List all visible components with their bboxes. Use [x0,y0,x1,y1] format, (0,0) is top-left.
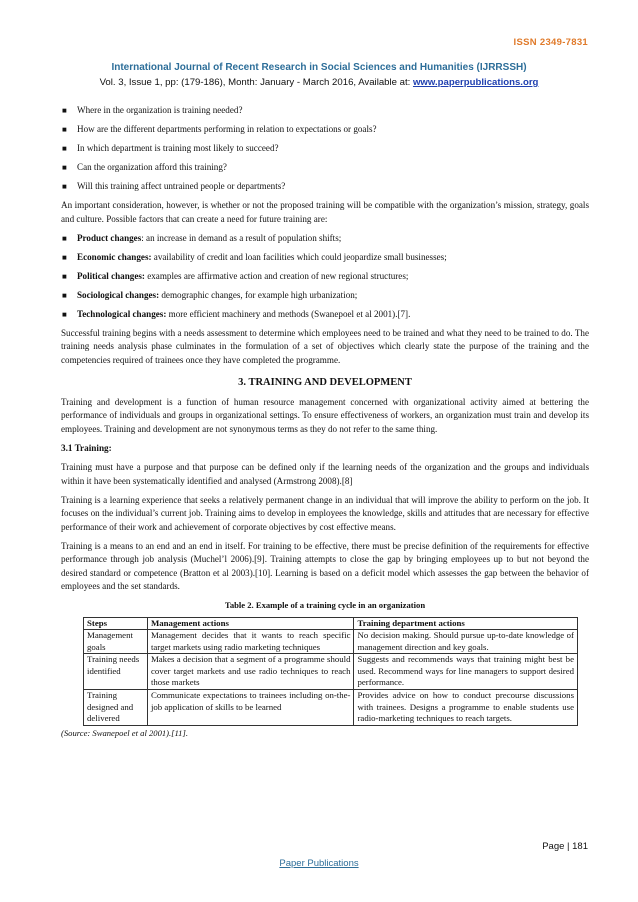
bullet-icon: ■ [62,309,67,319]
paragraph-training-3: Training is a means to an end and an end in itself. For training to be effective, there must be precise definition of the requirements for effective performance through job analysis (Muchel’l 2006).[9]. Training attempts to close the gap by bringing employees up to but not beyond the desired standard or competence (Bratton et al 2003).[10]. Learning is based on a deficit model which assesses the gap between the behavior of employees and the set standards. [61,540,589,591]
paragraph-successful: Successful training begins with a needs assessment to determine which employees need to be trained and what they need to be trained to do. The training needs analysis phase culminates in the formulation of a set of objectives which clearly state the purpose of the training and the competencies required of trainees once they have completed the programme. [61,327,589,365]
bullet-icon: ■ [62,144,67,153]
list-item: ■ Political changes: examples are affirmative action and creation of new regional structures; [61,270,589,284]
paragraph-training-1: Training must have a purpose and that purpose can be defined only if the learning needs of the organization and the groups and individuals within it have been systematically identified and analysed (Armstrong 2008).[8] [61,462,589,486]
issn-label: ISSN 2349-7831 [513,37,588,48]
subsection-title: 3.1 Training: [61,442,112,453]
bullet-icon: ■ [62,252,67,262]
paragraph-training-development: Training and development is a function of human resource management concerned with organizational activity aimed at bettering the performance of individuals and groups in organizational settings. To ensure effectiveness of workers, an organization must train and develop its employees. Training and development are not synonymous terms as they do not refer to the same thing. [61,396,589,434]
list-item: ■ How are the different departments performing in relation to expectations or goals? [61,123,589,137]
table-header-cell: Management actions [147,617,354,630]
table-header-row [84,617,578,630]
table-row [84,654,578,690]
table-header-cell: Steps [84,617,148,630]
table-cell: No decision making. Should pursue up-to-date knowledge of management direction and key goals. [354,630,578,654]
bullet-icon: ■ [62,182,67,191]
table-cell: Training needs identified [84,654,148,690]
table-caption: Table 2. Example of a training cycle in an organization [224,600,426,610]
journal-title: International Journal of Recent Research in Social Sciences and Humanities (IJRRSSH) [111,62,527,73]
list-item: ■ Can the organization afford this training? [61,161,589,175]
paragraph-consideration: An important consideration, however, is whether or not the proposed training will be compatible with the organization’s mission, strategy, goals and culture. Possible factors that can create a need for future training are: [61,200,589,224]
section-title: 3. TRAINING AND DEVELOPMENT [238,377,412,388]
list-item: ■ Where in the organization is training needed? [61,104,589,118]
table-row [84,690,578,726]
bullet-icon: ■ [62,233,67,243]
volume-line [0,77,638,88]
list-item: ■ Product changes: an increase in demand as a result of population shifts; [61,232,589,246]
bullet-icon: ■ [62,125,67,134]
paragraph-training-2: Training is a learning experience that seeks a relatively permanent change in an individual that will improve the ability to perform on the job. It focuses on the individual’s current job. Training aims to develop in employees the knowledge, skills and attitudes that are necessary for effective performance of their work and achievement of corporate objectives by cost effective means. [61,494,589,532]
table-cell: Makes a decision that a segment of a programme should cover target markets and use radio techniques to reach those markets [147,654,354,690]
table-cell: Management goals [84,630,148,654]
volume-info: Vol. 3, Issue 1, pp: (179-186), Month: January - March 2016, Available at: [99,77,413,88]
page-number: Page | 181 [542,841,588,852]
bullet-icon: ■ [62,106,67,115]
list-item: ■ Economic changes: availability of credit and loan facilities which could jeopardize small businesses; [61,251,589,265]
list-item: ■ Technological changes: more efficient machinery and methods (Swanepoel et al 2001).[7]. [61,308,589,322]
table-cell: Training designed and delivered [84,690,148,726]
journal-url-link[interactable]: www.paperpublications.org [412,77,539,88]
training-cycle-table [83,617,578,726]
table-source: (Source: Swanepoel et al 2001).[11]. [61,727,188,738]
table-row [84,630,578,654]
article-body [61,104,589,740]
table-cell: Provides advice on how to conduct precourse discussions with trainees. Designs a programme to enable students use radio-marketing techniques to reach targets. [354,690,578,726]
publisher-link[interactable]: Paper Publications [279,858,359,869]
bullet-icon: ■ [62,163,67,172]
table-header-cell: Training department actions [354,617,578,630]
list-item: ■ Sociological changes: demographic changes, for example high urbanization; [61,289,589,303]
table-cell: Suggests and recommends ways that training might best be used. Recommend ways for line managers to support desired performance. [354,654,578,690]
table-cell: Communicate expectations to trainees including on-the-job application of skills to be learned [147,690,354,726]
table-cell: Management decides that it wants to reach specific target markets using radio marketing techniques [147,630,354,654]
bullet-icon: ■ [62,271,67,281]
bullet-icon: ■ [62,290,67,300]
question-list [61,104,589,194]
list-item: ■ In which department is training most likely to succeed? [61,142,589,156]
factor-list [61,232,589,322]
list-item: ■ Will this training affect untrained people or departments? [61,180,589,194]
